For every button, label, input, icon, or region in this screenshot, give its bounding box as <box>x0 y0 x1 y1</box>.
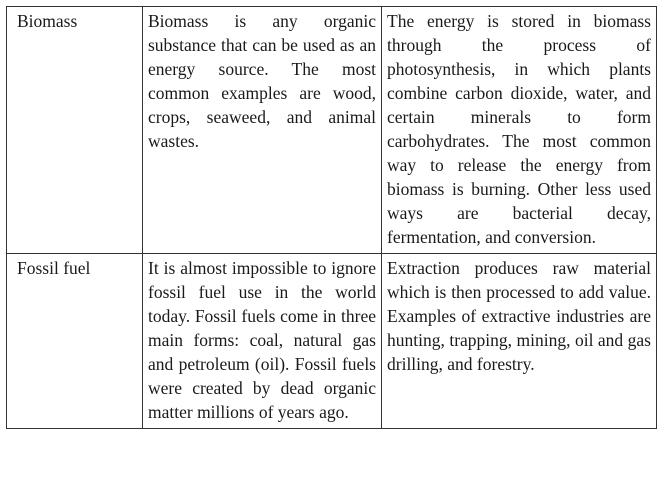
energy-source-name: Biomass <box>7 7 143 254</box>
table-row <box>7 254 657 429</box>
energy-source-description: It is almost impossible to ignore fossil fuel use in the world today. Fossil fuels come in three main forms: coal, natural gas and petroleum (oil). Fossil fuels were created by dead organic matter millions of years ago. <box>143 254 382 429</box>
energy-source-name: Fossil fuel <box>7 254 143 429</box>
energy-sources-table <box>6 6 657 429</box>
energy-source-detail: The energy is stored in biomass through the process of photosynthesis, in which plants combine carbon dioxide, water, and certain minerals to form carbohydrates. The most common way to release the energy from biomass is burning. Other less used ways are bacterial decay, fermentation, and conversion. <box>382 7 657 254</box>
energy-source-detail: Extraction produces raw material which is then processed to add value. Examples of extractive industries are hunting, trapping, mining, oil and gas drilling, and forestry. <box>382 254 657 429</box>
energy-source-description: Biomass is any organic substance that can be used as an energy source. The most common examples are wood, crops, seaweed, and animal wastes. <box>143 7 382 254</box>
table-row <box>7 7 657 254</box>
